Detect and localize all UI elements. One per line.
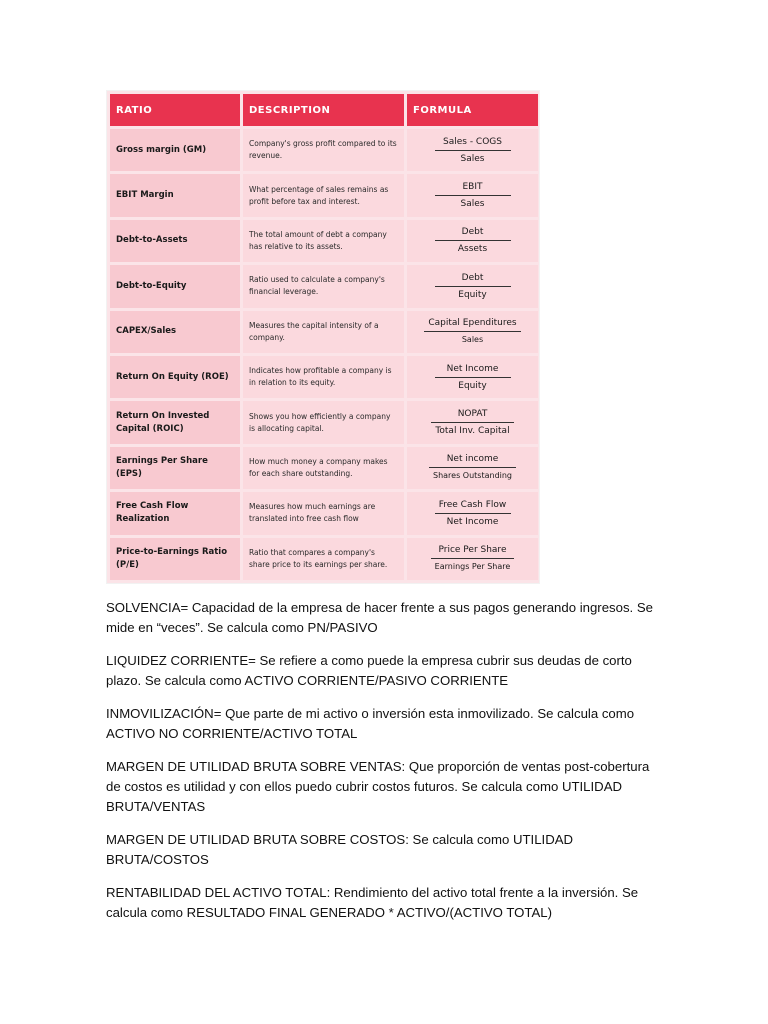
table-row — [110, 174, 538, 216]
formula-numerator: Net income — [429, 453, 516, 468]
paragraph-margen-ventas: MARGEN DE UTILIDAD BRUTA SOBRE VENTAS: Que proporción de ventas post-cobertura de costos es utilidad y con ellos puedo cubrir costos futuros. Se calcula como UTILIDAD BRUTA/VENTAS — [106, 759, 650, 814]
ratio-description: Ratio used to calculate a company's financial leverage. — [243, 265, 404, 307]
ratio-description: Indicates how profitable a company is in relation to its equity. — [243, 356, 404, 398]
paragraph-inmovilizacion: INMOVILIZACIÓN= Que parte de mi activo o inversión esta inmovilizado. Se calcula como ACTIVO NO CORRIENTE/ACTIVO TOTAL — [106, 706, 635, 741]
table-row — [110, 356, 538, 398]
ratio-formula — [407, 356, 538, 398]
ratio-formula — [407, 174, 538, 216]
ratio-description: The total amount of debt a company has relative to its assets. — [243, 220, 404, 262]
ratio-name: Debt-to-Equity — [110, 265, 240, 307]
financial-ratios-table-image — [106, 90, 540, 584]
ratio-description: Measures the capital intensity of a company. — [243, 311, 404, 353]
header-formula: FORMULA — [407, 94, 538, 126]
formula-denominator: Earnings Per Share — [434, 562, 511, 572]
ratio-formula — [407, 538, 538, 580]
ratio-name: Gross margin (GM) — [110, 129, 240, 171]
table-row — [110, 401, 538, 443]
formula-denominator: Sales — [461, 335, 484, 345]
table-row — [110, 447, 538, 489]
ratio-description: Ratio that compares a company's share price to its earnings per share. — [243, 538, 404, 580]
ratio-formula — [407, 447, 538, 489]
formula-numerator: Price Per Share — [431, 544, 515, 559]
formula-numerator: NOPAT — [431, 408, 513, 423]
paragraph-liquidez-corriente: LIQUIDEZ CORRIENTE= Se refiere a como puede la empresa cubrir sus deudas de corto plazo. Se calcula como ACTIVO CORRIENTE/PASIVO CORRIENTE — [106, 653, 632, 688]
formula-denominator: Net Income — [446, 516, 499, 527]
ratio-formula — [407, 311, 538, 353]
ratio-name: EBIT Margin — [110, 174, 240, 216]
ratio-name: Earnings Per Share (EPS) — [110, 447, 240, 489]
ratio-formula — [407, 401, 538, 443]
ratio-formula — [407, 492, 538, 534]
paragraph-margen-costos: MARGEN DE UTILIDAD BRUTA SOBRE COSTOS: Se calcula como UTILIDAD BRUTA/COSTOS — [106, 832, 574, 867]
ratio-name: Free Cash Flow Realization — [110, 492, 240, 534]
formula-numerator: Capital Ependitures — [424, 317, 520, 332]
table-row — [110, 129, 538, 171]
ratio-description: Company's gross profit compared to its revenue. — [243, 129, 404, 171]
header-ratio: RATIO — [110, 94, 240, 126]
formula-numerator: Net Income — [435, 363, 511, 378]
ratio-name: CAPEX/Sales — [110, 311, 240, 353]
ratio-description: How much money a company makes for each share outstanding. — [243, 447, 404, 489]
table-row — [110, 265, 538, 307]
ratio-formula — [407, 265, 538, 307]
table-row — [110, 538, 538, 580]
ratio-description: Measures how much earnings are translated into free cash flow — [243, 492, 404, 534]
ratio-name: Return On Invested Capital (ROIC) — [110, 401, 240, 443]
formula-numerator: Debt — [435, 272, 511, 287]
ratio-table — [107, 91, 541, 583]
formula-denominator: Equity — [458, 380, 487, 391]
formula-numerator: EBIT — [435, 181, 511, 196]
header-description: DESCRIPTION — [243, 94, 404, 126]
formula-denominator: Shares Outstanding — [432, 471, 513, 481]
formula-numerator: Sales - COGS — [435, 136, 511, 151]
table-header-row — [110, 94, 538, 126]
ratio-description: Shows you how efficiently a company is allocating capital. — [243, 401, 404, 443]
table-row — [110, 220, 538, 262]
ratio-name: Price-to-Earnings Ratio (P/E) — [110, 538, 240, 580]
formula-numerator: Debt — [435, 226, 511, 241]
paragraph-solvencia: SOLVENCIA= Capacidad de la empresa de hacer frente a sus pagos generando ingresos. Se mide en “veces”. Se calcula como PN/PASIVO — [106, 600, 654, 635]
table-row — [110, 492, 538, 534]
ratio-formula — [407, 220, 538, 262]
definitions-text — [106, 598, 666, 936]
ratio-name: Debt-to-Assets — [110, 220, 240, 262]
table-row — [110, 311, 538, 353]
formula-denominator: Sales — [460, 153, 485, 164]
formula-numerator: Free Cash Flow — [435, 499, 511, 514]
formula-denominator: Equity — [458, 289, 487, 300]
paragraph-rentabilidad-activo: RENTABILIDAD DEL ACTIVO TOTAL: Rendimiento del activo total frente a la inversión. Se calcula como RESULTADO FINAL GENERADO * ACTIVO/(ACTIVO TOTAL) — [106, 885, 639, 920]
ratio-formula — [407, 129, 538, 171]
formula-denominator: Assets — [457, 244, 488, 255]
formula-denominator: Sales — [460, 199, 485, 210]
ratio-name: Return On Equity (ROE) — [110, 356, 240, 398]
ratio-description: What percentage of sales remains as profit before tax and interest. — [243, 174, 404, 216]
formula-denominator: Total Inv. Capital — [435, 426, 510, 437]
